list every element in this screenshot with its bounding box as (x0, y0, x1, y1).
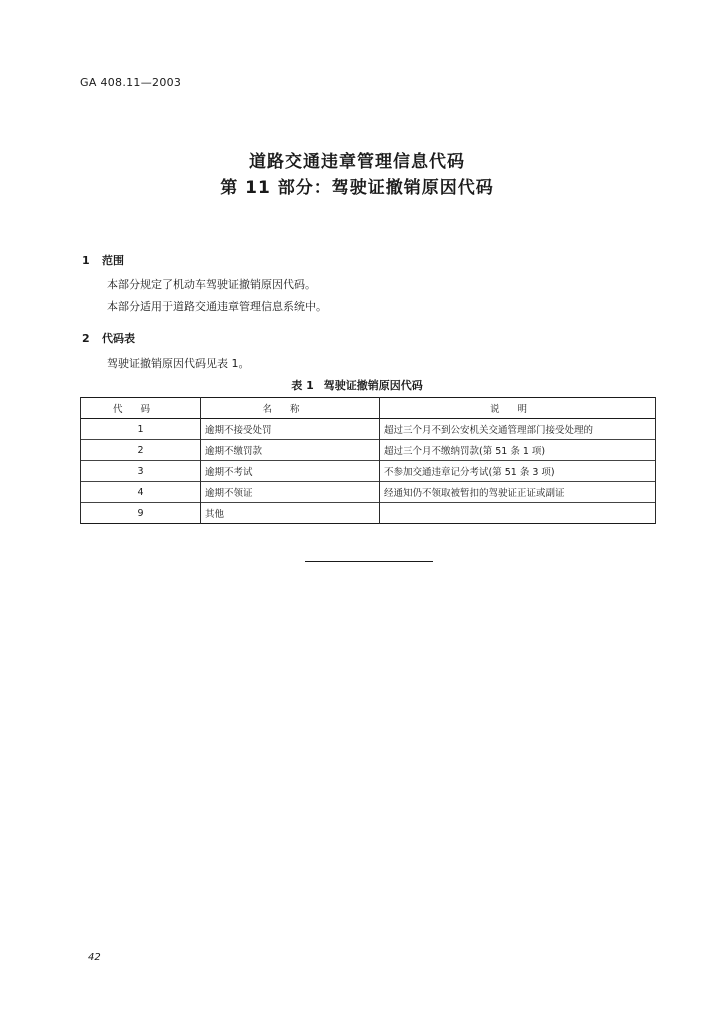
row-code: 3 (81, 461, 201, 482)
section-heading-scope (82, 252, 124, 268)
scope-paragraph-1: 本部分规定了机动车驾驶证撤销原因代码。 (107, 278, 316, 291)
page-number: 42 (88, 952, 101, 963)
document-title: 道路交通违章管理信息代码 (249, 152, 465, 172)
section-number: 1 (82, 254, 90, 267)
header-code: 代码 (81, 398, 201, 419)
row-desc: 超过三个月不缴纳罚款(第 51 条 1 项) (380, 440, 656, 461)
document-subtitle: 第 11 部分：驾驶证撤销原因代码 (220, 178, 494, 198)
section-heading-code-table (82, 330, 135, 346)
table-row (81, 461, 656, 482)
row-desc: 不参加交通违章记分考试(第 51 条 3 项) (380, 461, 656, 482)
row-desc (380, 503, 656, 524)
code-table (80, 397, 656, 524)
scope-paragraph-2: 本部分适用于道路交通违章管理信息系统中。 (107, 300, 327, 313)
row-desc: 超过三个月不到公安机关交通管理部门接受处理的 (380, 419, 656, 440)
table-row (81, 419, 656, 440)
section-number: 2 (82, 332, 90, 345)
section-title: 范围 (102, 254, 124, 267)
row-code: 4 (81, 482, 201, 503)
table-row (81, 503, 656, 524)
row-name: 逾期不考试 (201, 461, 380, 482)
row-name: 其他 (201, 503, 380, 524)
row-code: 2 (81, 440, 201, 461)
row-code: 1 (81, 419, 201, 440)
end-of-standard-rule (305, 561, 433, 562)
row-name: 逾期不接受处罚 (201, 419, 380, 440)
standard-number: GA 408.11—2003 (80, 76, 182, 89)
table-row (81, 440, 656, 461)
table-header-row (81, 398, 656, 419)
table-caption-label: 表 1 (291, 379, 314, 392)
section-title: 代码表 (102, 332, 135, 345)
header-name: 名称 (201, 398, 380, 419)
row-name: 逾期不缴罚款 (201, 440, 380, 461)
table-caption (0, 377, 714, 393)
row-name: 逾期不领证 (201, 482, 380, 503)
row-desc: 经通知仍不领取被暂扣的驾驶证正证或副证 (380, 482, 656, 503)
row-code: 9 (81, 503, 201, 524)
table-row (81, 482, 656, 503)
table-caption-title: 驾驶证撤销原因代码 (323, 379, 423, 392)
code-table-paragraph: 驾驶证撤销原因代码见表 1。 (107, 357, 250, 370)
header-desc: 说明 (380, 398, 656, 419)
